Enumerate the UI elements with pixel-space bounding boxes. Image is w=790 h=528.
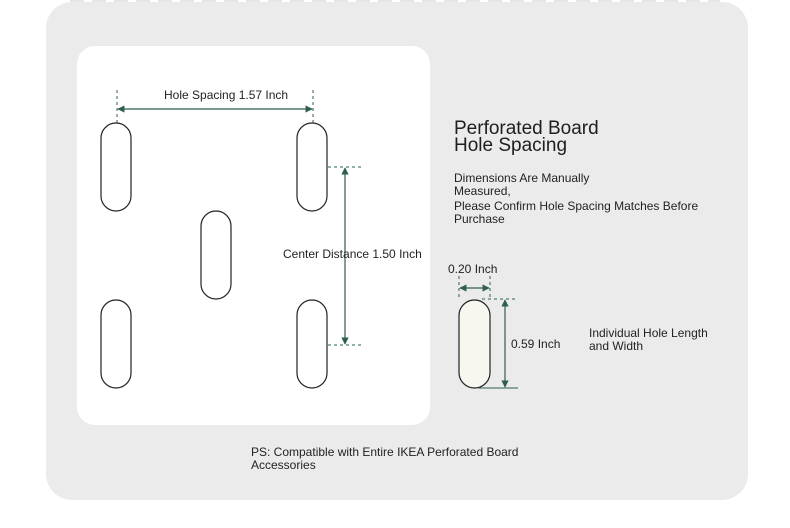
hole-width-label: 0.20 Inch xyxy=(448,262,498,276)
slot-bottom-right xyxy=(297,300,327,388)
ps-line1: PS: Compatible with Entire IKEA Perforated Board xyxy=(251,445,519,459)
single-hole-slot xyxy=(459,300,490,388)
slot-top-right xyxy=(297,123,327,211)
page-title xyxy=(454,120,599,154)
note-line2: Measured, xyxy=(454,184,511,198)
slot-bottom-left xyxy=(101,300,131,388)
slot-top-left xyxy=(101,123,131,211)
title-line2: Hole Spacing xyxy=(454,135,568,156)
measurement-note xyxy=(454,172,714,226)
note-line4: Purchase xyxy=(454,212,505,226)
center-distance-label: Center Distance 1.50 Inch xyxy=(283,247,422,261)
hole-caption-line2: and Width xyxy=(589,339,644,353)
hole-caption-line1: Individual Hole Length xyxy=(589,326,708,340)
hole-spacing-label: Hole Spacing 1.57 Inch xyxy=(164,88,289,102)
title-line1: Perforated Board xyxy=(454,118,599,139)
ps-line2: Accessories xyxy=(251,458,316,472)
hole-caption xyxy=(589,327,729,353)
note-line3: Please Confirm Hole Spacing Matches Before xyxy=(454,199,699,213)
note-line1: Dimensions Are Manually xyxy=(454,171,590,185)
hole-length-label: 0.59 Inch xyxy=(511,337,561,351)
compatibility-note xyxy=(251,446,551,472)
slot-center xyxy=(201,211,231,299)
